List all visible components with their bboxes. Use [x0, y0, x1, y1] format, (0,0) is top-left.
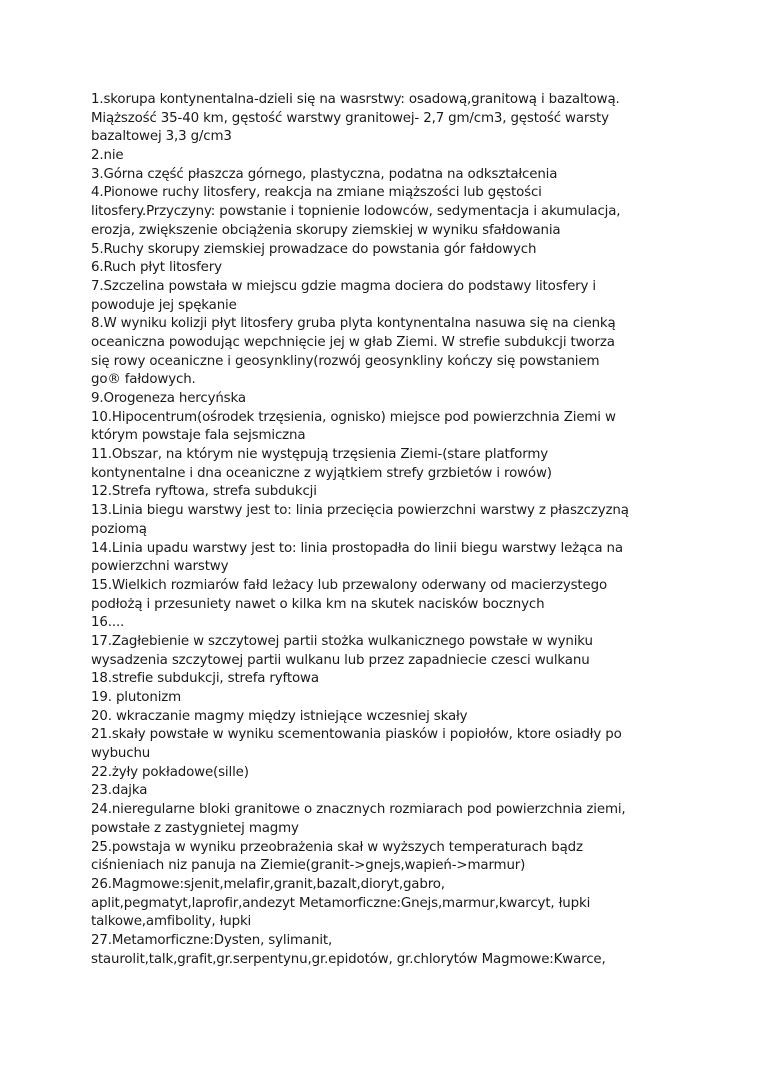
text-line: go® fałdowych.: [91, 372, 196, 388]
text-line: poziomą: [91, 521, 147, 537]
text-line: ciśnieniach niz panuja na Ziemie(granit->gnejs,wapień->marmur): [91, 858, 526, 874]
text-line: Miąższość 35-40 km, gęstość warstwy granitowej- 2,7 gm/cm3, gęstość warsty: [91, 110, 609, 126]
text-line: 26.Magmowe:sjenit,melafir,granit,bazalt,dioryt,gabro,: [91, 876, 445, 892]
text-line: się rowy oceaniczne i geosynkliny(rozwój geosynkliny kończy się powstaniem: [91, 353, 600, 369]
text-line: wysadzenia szczytowej partii wulkanu lub przez zapadniecie czesci wulkanu: [91, 652, 590, 668]
text-line: litosfery.Przyczyny: powstanie i topnienie lodowców, sedymentacja i akumulacja,: [91, 204, 621, 220]
document-body: [91, 91, 691, 969]
text-line: powoduje jej spękanie: [91, 297, 237, 313]
text-line: 2.nie: [91, 148, 124, 164]
text-line: 15.Wielkich rozmiarów fałd leżacy lub przewalony oderwany od macierzystego: [91, 577, 608, 593]
text-line: 9.Orogeneza hercyńska: [91, 391, 246, 406]
text-line: 11.Obszar, na którym nie występują trzęsienia Ziemi-(stare platformy: [91, 447, 548, 463]
text-line: aplit,pegmatyt,laprofir,andezyt Metamorficzne:Gnejs,marmur,kwarcyt, łupki: [91, 895, 591, 911]
text-line: wybuchu: [91, 746, 151, 762]
text-line: talkowe,amfibolity, łupki: [91, 914, 252, 930]
text-line: 21.skały powstałe w wyniku scementowania piasków i popiołów, ktore osiadły po: [91, 727, 622, 743]
text-line: bazaltowej 3,3 g/cm3: [91, 129, 232, 145]
text-line: 24.nieregularne bloki granitowe o znacznych rozmiarach pod powierzchnia ziemi,: [91, 802, 626, 818]
text-line: 22.żyły pokładowe(sille): [91, 764, 249, 780]
text-line: 4.Pionowe ruchy litosfery, reakcja na zmiane miąższości lub gęstości: [91, 185, 542, 201]
text-line: podłożą i przesuniety nawet o kilka km na skutek nacisków bocznych: [91, 596, 545, 612]
text-line: powstałe z zastygnietej magmy: [91, 820, 299, 836]
text-line: 12.Strefa ryftowa, strefa subdukcji: [91, 484, 317, 500]
text-line: 5.Ruchy skorupy ziemskiej prowadzace do powstania gór fałdowych: [91, 241, 537, 257]
text-line: 7.Szczelina powstała w miejscu gdzie magma dociera do podstawy litosfery i: [91, 278, 596, 294]
text-line: 3.Górna część płaszcza górnego, plastyczna, podatna na odkształcenia: [91, 166, 558, 182]
text-line: 13.Linia biegu warstwy jest to: linia przecięcia powierzchni warstwy z płaszczyzną: [91, 503, 629, 519]
text-line: 10.Hipocentrum(ośrodek trzęsienia, ognisko) miejsce pod powierzchnia Ziemi w: [91, 409, 616, 425]
text-line: 20. wkraczanie magmy między istniejące wczesniej skały: [91, 708, 468, 724]
text-line: powierzchni warstwy: [91, 559, 229, 575]
text-line: 17.Zagłebienie w szczytowej partii stożka wulkanicznego powstałe w wyniku: [91, 633, 593, 649]
text-line: 23.dajka: [91, 783, 148, 799]
text-line: 6.Ruch płyt litosfery: [91, 260, 222, 276]
text-line: 1.skorupa kontynentalna-dzieli się na wasrstwy: osadową,granitową i bazaltową.: [91, 92, 620, 107]
text-line: 25.powstaja w wyniku przeobrażenia skał w wyższych temperaturach bądz: [91, 839, 583, 855]
text-line: 19. plutonizm: [91, 690, 182, 705]
text-line: 8.W wyniku kolizji płyt litosfery gruba plyta kontynentalna nasuwa się na cienką: [91, 316, 616, 332]
text-line: 14.Linia upadu warstwy jest to: linia prostopadła do linii biegu warstwy leżąca na: [91, 540, 623, 556]
text-line: którym powstaje fala sejsmiczna: [91, 428, 306, 444]
text-line: 27.Metamorficzne:Dysten, sylimanit,: [91, 932, 333, 948]
text-line: 16....: [91, 615, 125, 631]
text-line: 18.strefie subdukcji, strefa ryftowa: [91, 671, 319, 687]
text-line: oceaniczna powodując wepchnięcie jej w głab Ziemi. W strefie subdukcji tworza: [91, 334, 615, 350]
text-line: kontynentalne i dna oceaniczne z wyjątkiem strefy grzbietów i rowów): [91, 465, 552, 481]
text-line: erozja, zwiększenie obciążenia skorupy ziemskiej w wyniku sfałdowania: [91, 222, 561, 238]
text-line: staurolit,talk,grafit,gr.serpentynu,gr.epidotów, gr.chlorytów Magmowe:Kwarce,: [91, 951, 606, 967]
